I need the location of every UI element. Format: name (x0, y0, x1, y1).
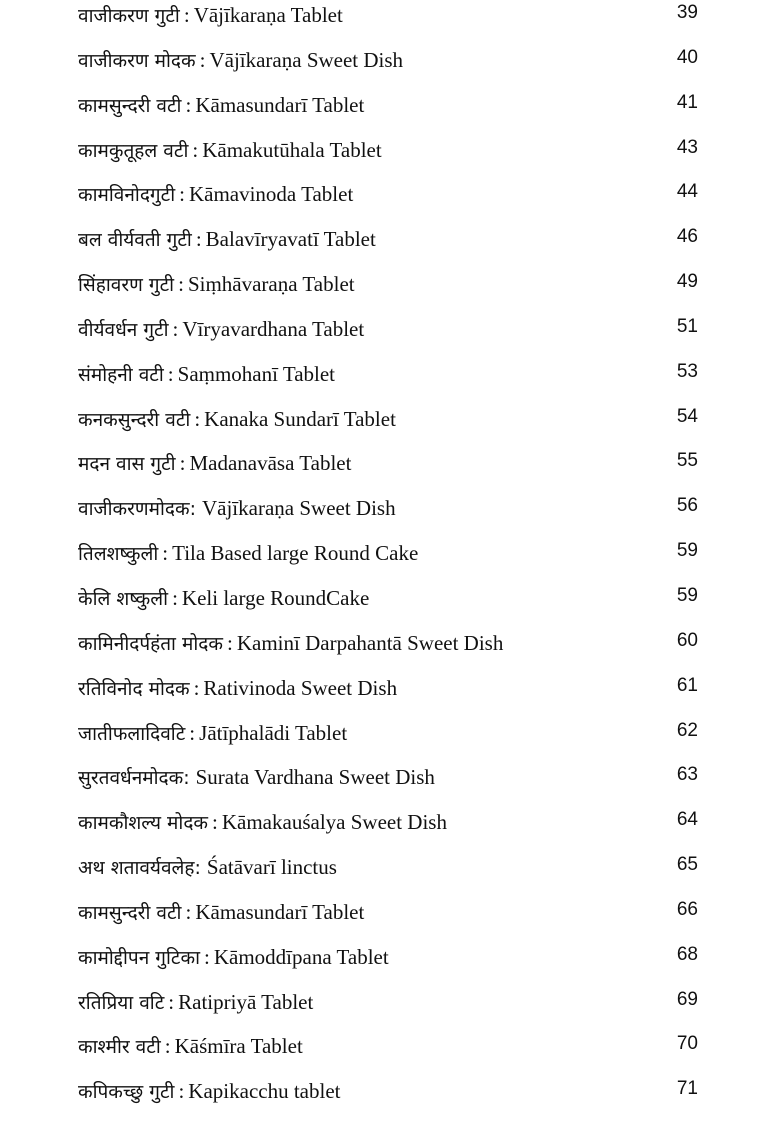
toc-entry (78, 538, 720, 583)
toc-entry-english: Vīryavardhana Tablet (182, 316, 365, 341)
toc-entry-english: Jātīphalādi Tablet (199, 720, 348, 745)
toc-entry-separator: : (179, 451, 186, 476)
toc-entry (78, 179, 720, 224)
toc-entry-english: Kanaka Sundarī Tablet (204, 406, 396, 431)
toc-entry (78, 628, 720, 673)
toc-entry-devanagari: मदन वास गुटी (78, 453, 176, 476)
toc-entry-page-number: 46 (676, 226, 698, 248)
toc-entry-devanagari: जातीफलादिवटि (78, 722, 186, 745)
toc-entry-title (78, 45, 403, 76)
toc-entry-devanagari: कामोद्दीपन गुटिका (78, 946, 200, 969)
toc-entry-separator: : (172, 585, 178, 610)
toc-entry-title (78, 269, 355, 300)
toc-entry-devanagari: बल वीर्यवती गुटी (78, 229, 192, 252)
toc-entry-page-number: 63 (676, 764, 698, 786)
toc-entry-english: Kāmoddīpana Tablet (213, 944, 389, 969)
toc-entry-title (78, 493, 396, 524)
toc-entry-devanagari: वीर्यवर्धन गुटी (78, 318, 169, 341)
toc-entry-english: Kāśmīra Tablet (174, 1034, 303, 1059)
toc-entry-english: Surata Vardhana Sweet Dish (195, 765, 435, 790)
toc-entry-devanagari: कामविनोदगुटी (78, 184, 176, 207)
toc-entry-separator: : (183, 3, 190, 27)
toc-entry-separator: : (192, 137, 199, 162)
toc-entry-devanagari: रतिविनोद मोदक (78, 677, 190, 700)
toc-entry-separator: : (185, 899, 192, 924)
toc-entry-separator: : (178, 272, 184, 297)
toc-entry-title (78, 673, 397, 704)
toc-entry-devanagari: कामकौशल्य मोदक (78, 812, 209, 835)
toc-entry-english: Rativinoda Sweet Dish (203, 675, 398, 700)
toc-entry-english: Vājīkaraṇa Sweet Dish (209, 47, 404, 72)
toc-entry (78, 224, 720, 269)
toc-entry-page-number: 68 (676, 943, 698, 965)
toc-entry (78, 987, 720, 1032)
toc-entry-page-number: 64 (676, 809, 698, 831)
toc-entry (78, 448, 720, 493)
toc-entry-devanagari: वाजीकरण मोदक (78, 49, 196, 72)
toc-entry-title (78, 897, 364, 928)
toc-entry-page-number: 43 (676, 136, 698, 158)
toc-entry-separator: : (172, 316, 179, 341)
toc-entry (78, 852, 720, 897)
toc-entry-title (78, 1076, 340, 1107)
toc-entry (78, 1076, 720, 1121)
toc-entry-page-number: 54 (676, 405, 698, 427)
toc-entry-separator: : (164, 1034, 171, 1059)
toc-entry-page-number: 70 (676, 1033, 698, 1055)
toc-entry-page-number: 44 (676, 181, 698, 203)
table-of-contents (78, 0, 720, 1121)
toc-entry-page-number: 53 (676, 360, 698, 382)
toc-entry-page-number: 55 (676, 450, 698, 472)
toc-entry-english: Kapikacchu tablet (188, 1079, 341, 1104)
toc-entry (78, 135, 720, 180)
toc-entry-page-number: 65 (676, 854, 698, 876)
toc-entry-separator: : (189, 720, 196, 745)
toc-entry-title (78, 314, 364, 345)
toc-entry-english: Kaminī Darpahantā Sweet Dish (236, 630, 504, 655)
toc-entry-separator: : (167, 361, 174, 386)
toc-entry (78, 673, 720, 718)
toc-entry-english: Siṃhāvaraṇa Tablet (187, 272, 355, 297)
toc-entry-title (78, 1031, 303, 1062)
toc-entry-title (78, 538, 418, 569)
toc-entry (78, 583, 720, 628)
toc-entry-separator: : (194, 406, 201, 431)
toc-entry-devanagari: कनकसुन्दरी वटी (78, 408, 191, 431)
toc-entry-separator: : (185, 92, 192, 117)
toc-entry-english: Kāmavinoda Tablet (188, 182, 354, 207)
toc-entry (78, 762, 720, 807)
toc-entry-devanagari: केलि शष्कुली (78, 587, 169, 610)
toc-entry (78, 1031, 720, 1076)
toc-entry-english: Saṃmohanī Tablet (177, 361, 336, 386)
toc-entry-title (78, 224, 376, 255)
toc-entry (78, 359, 720, 404)
toc-entry-title (78, 404, 396, 435)
toc-entry-devanagari: कपिकच्छु गुटी (78, 1081, 175, 1104)
toc-entry-page-number: 49 (676, 271, 698, 293)
toc-entry-title (78, 942, 389, 973)
toc-entry-title (78, 135, 382, 166)
toc-entry-separator: : (204, 944, 210, 969)
toc-entry-title (78, 762, 435, 793)
toc-entry (78, 897, 720, 942)
toc-entry-separator: : (162, 541, 169, 566)
toc-entry-separator: : (199, 47, 206, 72)
toc-entry-devanagari: रतिप्रिया वटि (78, 991, 165, 1014)
toc-entry-page-number: 56 (676, 495, 698, 517)
toc-entry-devanagari: कामसुन्दरी वटी (78, 94, 182, 117)
toc-entry (78, 90, 720, 135)
toc-entry-page-number: 39 (676, 2, 698, 23)
toc-entry-devanagari: कामिनीदर्पहंता मोदक (78, 632, 223, 655)
toc-entry-page-number: 61 (676, 674, 698, 696)
toc-entry-separator: : (212, 810, 218, 835)
toc-entry-separator: : (227, 630, 233, 655)
toc-entry-separator: : (168, 989, 175, 1014)
toc-entry-devanagari: काश्मीर वटी (78, 1036, 161, 1059)
toc-entry-english: Tila Based large Round Cake (172, 541, 419, 566)
toc-entry-devanagari: संमोहनी वटी (78, 363, 164, 386)
toc-entry (78, 493, 720, 538)
toc-entry-title (78, 987, 313, 1018)
toc-entry-page-number: 60 (676, 629, 698, 651)
toc-entry-title (78, 718, 347, 749)
toc-entry (78, 807, 720, 852)
toc-entry-english: Madanavāsa Tablet (189, 451, 352, 476)
toc-entry-page-number: 51 (676, 315, 698, 337)
toc-entry-page-number: 40 (676, 46, 698, 68)
toc-entry-english: Kāmasundarī Tablet (195, 92, 365, 117)
toc-entry-devanagari: अथ शतावर्यवलेह: (78, 857, 201, 880)
toc-entry-devanagari: कामकुतूहल वटी (78, 139, 189, 162)
toc-entry-title (78, 179, 353, 210)
toc-entry-english: Keli large RoundCake (181, 585, 370, 610)
toc-entry-page-number: 41 (676, 91, 698, 113)
toc-entry-english: Śatāvarī linctus (206, 855, 337, 880)
toc-entry (78, 404, 720, 449)
toc-entry (78, 269, 720, 314)
toc-entry-english: Vājīkaraṇa Sweet Dish (201, 496, 396, 521)
toc-entry-title (78, 583, 369, 614)
toc-entry-english: Balavīryavatī Tablet (205, 227, 376, 252)
toc-entry (78, 942, 720, 987)
toc-entry-devanagari: तिलशष्कुली (78, 543, 159, 566)
toc-entry-separator: : (195, 227, 202, 252)
toc-entry-english: Kāmakutūhala Tablet (202, 137, 382, 162)
toc-entry-page-number: 59 (676, 584, 698, 606)
toc-entry-page-number: 71 (676, 1078, 698, 1100)
toc-entry-english: Ratipriyā Tablet (178, 989, 314, 1014)
toc-entry-title (78, 807, 447, 838)
toc-entry-devanagari: कामसुन्दरी वटी (78, 901, 182, 924)
toc-entry-title (78, 0, 343, 31)
toc-entry-english: Kāmasundarī Tablet (195, 899, 365, 924)
toc-entry-title (78, 90, 364, 121)
toc-entry-devanagari: सिंहावरण गुटी (78, 274, 175, 297)
toc-entry-title (78, 448, 351, 479)
toc-entry-title (78, 359, 335, 390)
toc-entry (78, 0, 720, 45)
toc-entry-devanagari: सुरतवर्धनमोदक: (78, 767, 190, 790)
toc-entry-title (78, 628, 503, 659)
toc-entry-page-number: 62 (676, 719, 698, 741)
toc-entry (78, 45, 720, 90)
toc-entry-devanagari: वाजीकरणमोदक: (78, 498, 196, 521)
toc-entry-title (78, 852, 337, 883)
toc-entry-devanagari: वाजीकरण गुटी (78, 5, 180, 27)
toc-entry (78, 718, 720, 763)
toc-entry-english: Kāmakauśalya Sweet Dish (221, 810, 447, 835)
toc-entry-separator: : (179, 182, 185, 207)
toc-entry-separator: : (193, 675, 200, 700)
toc-entry-page-number: 69 (676, 988, 698, 1010)
toc-entry-page-number: 66 (676, 898, 698, 920)
toc-entry-separator: : (178, 1079, 185, 1104)
toc-entry-page-number: 59 (676, 540, 698, 562)
toc-entry (78, 314, 720, 359)
toc-entry-english: Vājīkaraṇa Tablet (193, 3, 343, 27)
